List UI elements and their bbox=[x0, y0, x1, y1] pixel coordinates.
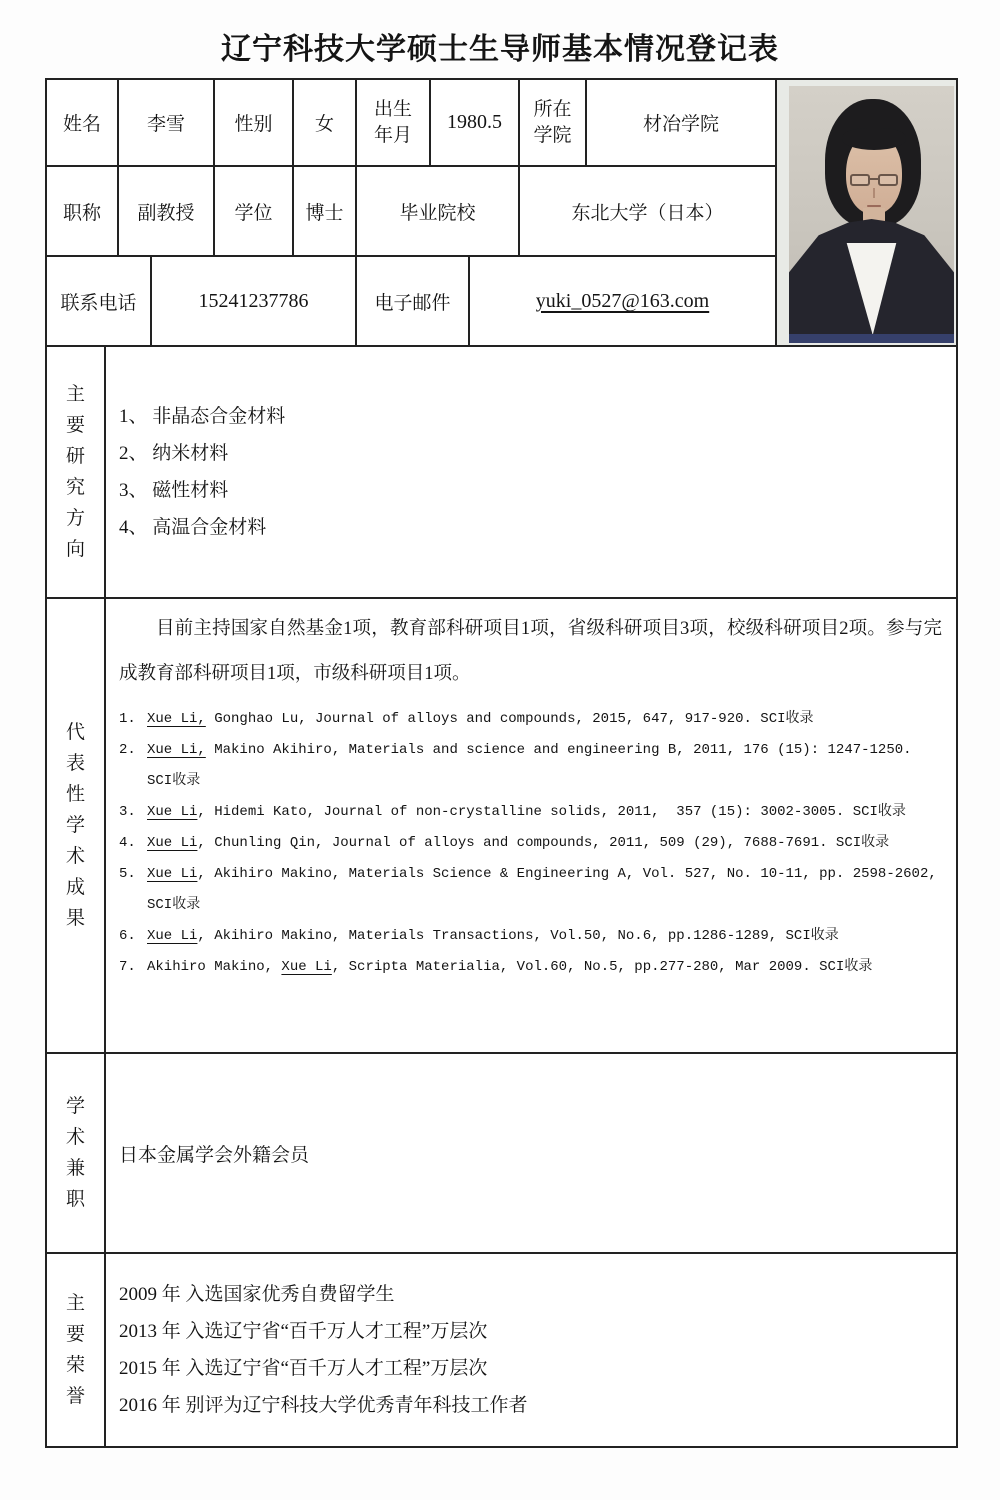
info-row-1 bbox=[47, 80, 775, 167]
publication-text: Xue Li, Makino Akihiro, Materials and science and engineering B, 2011, 176 (15): 1247-1250. SCI收录 bbox=[147, 742, 920, 789]
honors-label: 主要荣誉 bbox=[65, 1293, 85, 1407]
email-value-cell bbox=[470, 257, 775, 345]
publication-item bbox=[119, 735, 942, 797]
page-title: 辽宁科技大学硕士生导师基本情况登记表 bbox=[221, 33, 779, 66]
publication-number: 1. bbox=[119, 711, 136, 727]
birth-label: 出生年月 bbox=[373, 98, 412, 146]
underlined-author-name: Xue Li, bbox=[147, 711, 206, 727]
list-item: 2016 年 别评为辽宁科技大学优秀青年科技工作者 bbox=[119, 1395, 528, 1416]
photo-glasses-bridge bbox=[870, 178, 878, 180]
birth-value-cell: 1980.5 bbox=[431, 80, 520, 165]
honors-label-cell bbox=[47, 1254, 106, 1446]
photo-fringe-shape bbox=[842, 128, 906, 150]
list-item: 3、 磁性材料 bbox=[119, 480, 229, 501]
achievements-section bbox=[47, 599, 956, 1054]
registration-form bbox=[45, 78, 958, 1448]
basic-info-block bbox=[47, 80, 956, 347]
college-value-cell: 材冶学院 bbox=[642, 114, 719, 135]
degree-label-cell: 学位 bbox=[215, 167, 294, 255]
publication-number: 4. bbox=[119, 835, 136, 851]
list-item: 2009 年 入选国家优秀自费留学生 bbox=[119, 1284, 395, 1305]
info-row-2 bbox=[47, 167, 775, 257]
publication-text: Xue Li, Gonghao Lu, Journal of alloys and compounds, 2015, 647, 917-920. SCI收录 bbox=[147, 711, 814, 727]
underlined-author-name: Xue Li bbox=[281, 959, 332, 975]
list-item: 2、 纳米材料 bbox=[119, 443, 229, 464]
publication-number: 7. bbox=[119, 959, 136, 975]
list-item: 1、 非晶态合金材料 bbox=[119, 406, 286, 427]
affiliations-section bbox=[47, 1054, 956, 1254]
publication-item bbox=[119, 952, 942, 983]
underlined-author-name: Xue Li bbox=[147, 835, 198, 851]
publication-text: Xue Li, Hidemi Kato, Journal of non-crystalline solids, 2011, 357 (15): 3002-3005. SCI收录 bbox=[147, 804, 906, 820]
title-label-cell: 职称 bbox=[47, 167, 119, 255]
publications-list bbox=[119, 704, 946, 983]
research-section bbox=[47, 347, 956, 599]
name-label-cell: 姓名 bbox=[47, 80, 119, 165]
underlined-author-name: Xue Li, bbox=[147, 742, 206, 758]
publication-item bbox=[119, 828, 942, 859]
publication-number: 3. bbox=[119, 804, 136, 820]
underlined-author-name: Xue Li bbox=[147, 866, 198, 882]
portrait-photo bbox=[789, 86, 954, 343]
photo-bottom-band bbox=[789, 334, 954, 343]
name-value-cell: 李雪 bbox=[119, 80, 215, 165]
degree-value-cell: 博士 bbox=[294, 167, 357, 255]
college-label: 所在学院 bbox=[533, 98, 572, 146]
school-label-cell: 毕业院校 bbox=[357, 167, 520, 255]
research-label: 主要研究方向 bbox=[65, 384, 85, 560]
achievements-intro: 目前主持国家自然基金1项，教育部科研项目1项，省级科研项目3项，校级科研项目2项。参与完成教育部科研项目1项，市级科研项目1项。 bbox=[119, 619, 942, 684]
honors-list bbox=[106, 1254, 956, 1446]
photo-mouth-shape bbox=[867, 205, 881, 207]
publication-item bbox=[119, 704, 942, 735]
honors-section bbox=[47, 1254, 956, 1446]
affiliation-text: 日本金属学会外籍会员 bbox=[119, 1144, 310, 1166]
publication-item bbox=[119, 921, 942, 952]
achievements-label: 代表性学术成果 bbox=[65, 722, 85, 929]
photo-glasses-left bbox=[850, 174, 870, 186]
underlined-author-name: Xue Li bbox=[147, 928, 198, 944]
publication-number: 5. bbox=[119, 866, 136, 882]
publication-item bbox=[119, 859, 946, 921]
underlined-author-name: Xue Li bbox=[147, 804, 198, 820]
publication-item bbox=[119, 797, 942, 828]
affiliations-content bbox=[106, 1054, 956, 1252]
school-value-cell: 东北大学（日本） bbox=[571, 202, 724, 224]
photo-glasses-right bbox=[878, 174, 898, 186]
birth-label-cell bbox=[357, 80, 431, 165]
college-label-cell bbox=[520, 80, 587, 165]
publication-number: 6. bbox=[119, 928, 136, 944]
title-value-cell: 副教授 bbox=[119, 167, 215, 255]
publication-number: 2. bbox=[119, 742, 136, 758]
research-list bbox=[106, 347, 956, 597]
phone-value-cell: 15241237786 bbox=[152, 257, 357, 345]
publication-text: Xue Li, Chunling Qin, Journal of alloys and compounds, 2011, 509 (29), 7688-7691. SCI收录 bbox=[147, 835, 890, 851]
gender-value-cell: 女 bbox=[294, 80, 357, 165]
email-label-cell: 电子邮件 bbox=[357, 257, 470, 345]
publication-text: Xue Li, Akihiro Makino, Materials Transactions, Vol.50, No.6, pp.1286-1289, SCI收录 bbox=[147, 928, 839, 944]
gender-label-cell: 性别 bbox=[215, 80, 294, 165]
photo-nose-shape bbox=[873, 188, 875, 198]
affiliations-label: 学术兼职 bbox=[65, 1096, 85, 1210]
photo-cell bbox=[777, 80, 956, 345]
list-item: 2015 年 入选辽宁省“百千万人才工程”万层次 bbox=[119, 1358, 488, 1379]
achievements-label-cell bbox=[47, 599, 106, 1052]
phone-label-cell: 联系电话 bbox=[47, 257, 152, 345]
publication-text: Xue Li, Akihiro Makino, Materials Science & Engineering A, Vol. 527, No. 10-11, pp. 2598-2602, SCI收录 bbox=[147, 866, 946, 913]
research-label-cell bbox=[47, 347, 106, 597]
basic-info-grid bbox=[47, 80, 777, 345]
list-item: 4、 高温合金材料 bbox=[119, 517, 267, 538]
info-row-3 bbox=[47, 257, 775, 345]
list-item: 2013 年 入选辽宁省“百千万人才工程”万层次 bbox=[119, 1321, 488, 1342]
publication-text: Akihiro Makino, Xue Li, Scripta Materialia, Vol.60, No.5, pp.277-280, Mar 2009. SCI收录 bbox=[147, 959, 873, 975]
affiliations-label-cell bbox=[47, 1054, 106, 1252]
email-link[interactable]: yuki_0527@163.com bbox=[535, 289, 710, 312]
achievements-content bbox=[106, 599, 956, 1052]
